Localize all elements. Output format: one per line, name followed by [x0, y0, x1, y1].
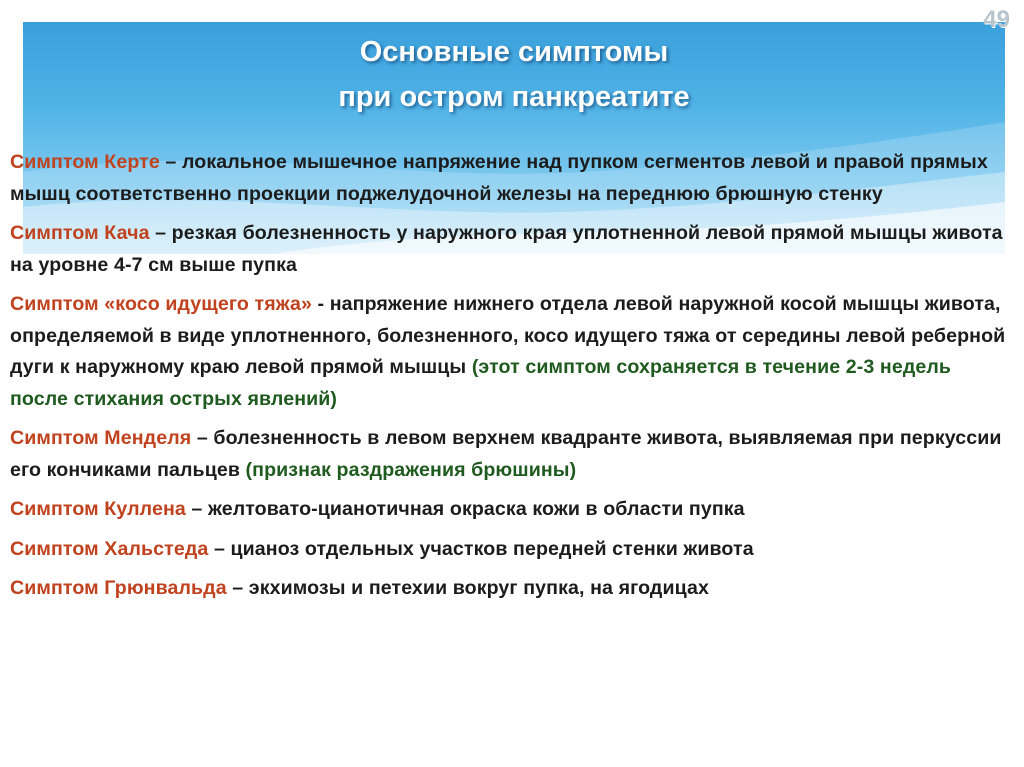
symptom-description: – цианоз отдельных участков передней стенки живота	[208, 537, 754, 560]
symptom-grunwald	[10, 573, 1014, 605]
symptom-kerte	[10, 147, 1014, 210]
page-title	[23, 30, 1005, 120]
title-line-1: Основные симптомы	[359, 36, 669, 68]
symptom-note: (этот симптом сохраняется в течение 2-3 недель после стихания острых явлений)	[10, 356, 952, 410]
symptom-name: Симптом «косо идущего тяжа»	[10, 293, 312, 315]
symptom-description: - напряжение нижнего отдела левой наружной косой мышцы живота, определяемой в виде уплотненного, болезненного, косо идущего тяжа от середины левой реберной дуги к наружному краю левой прямой мышцы	[10, 293, 1006, 378]
symptom-kacha	[10, 218, 1014, 281]
symptom-name: Симптом Керте	[10, 151, 160, 173]
symptom-name: Симптом Грюнвальда	[10, 577, 227, 599]
symptom-name: Симптом Менделя	[10, 427, 192, 449]
symptom-name: Симптом Куллена	[10, 498, 186, 520]
symptom-oblique-cord	[10, 289, 1014, 415]
symptom-description: – экхимозы и петехии вокруг пупка, на ягодицах	[226, 577, 709, 599]
symptom-name: Симптом Хальстеда	[10, 537, 209, 560]
page-number: 49	[983, 6, 1010, 33]
symptom-name: Симптом Кача	[10, 222, 150, 244]
title-line-2: при остром панкреатите	[338, 81, 690, 113]
symptom-mendel	[10, 423, 1014, 486]
symptom-description: – локальное мышечное напряжение над пупком сегментов левой и правой прямых мышц соответственно проекции поджелудочной железы на переднюю брюшную стенку	[10, 151, 988, 205]
symptom-description: – резкая болезненность у наружного края уплотненной левой прямой мышцы живота на уровне 4-7 см выше пупка	[10, 222, 1003, 276]
symptom-note: (признак раздражения брюшины)	[245, 458, 577, 481]
symptom-description: – болезненность в левом верхнем квадранте живота, выявляемая при перкуссии его кончиками пальцев	[10, 427, 1002, 481]
symptom-list	[10, 147, 1014, 613]
symptom-halsted	[10, 534, 1014, 566]
symptom-description: – желтовато-цианотичная окраска кожи в области пупка	[185, 498, 745, 520]
symptom-cullen	[10, 494, 1014, 526]
